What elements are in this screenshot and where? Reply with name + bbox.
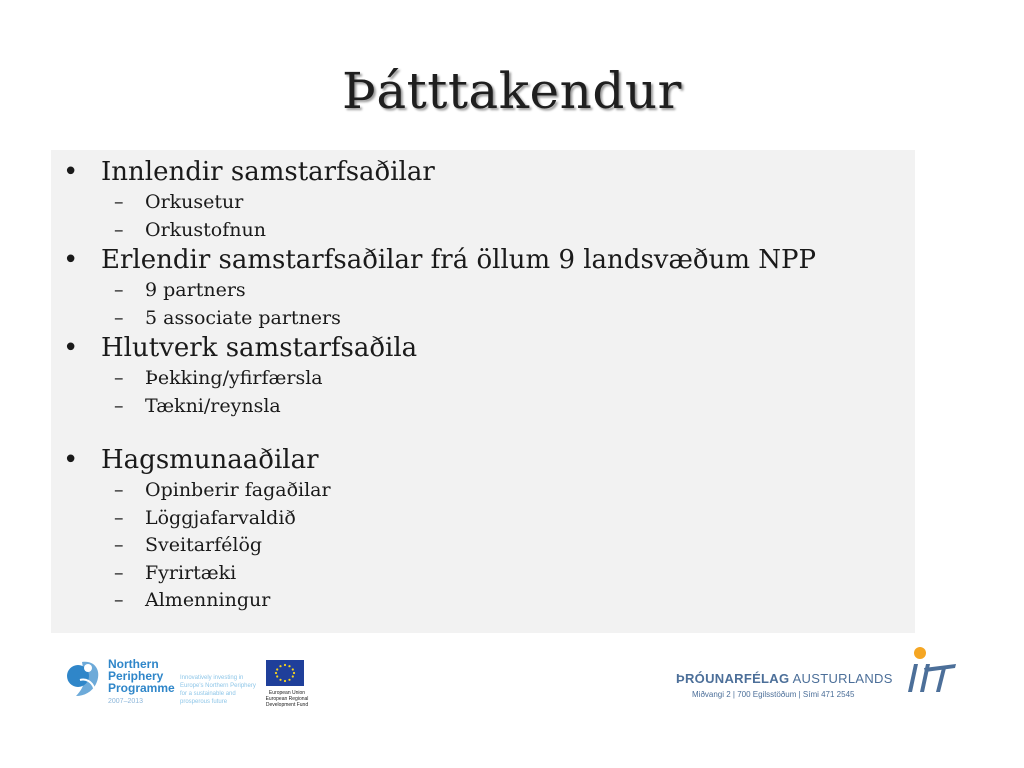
dash-icon: – [114,279,124,301]
list-item [51,332,915,365]
bullet-icon: • [63,157,79,187]
footer-left-logos [66,656,316,712]
footer-right-logo [668,640,968,710]
list-item-text: Hagsmunaaðilar [101,445,319,475]
dash-icon: – [114,367,124,389]
bullet-list [51,150,915,615]
npp-logo-icon [66,656,104,700]
npp-name-line: Northern [108,657,159,671]
npp-name-line: Periphery [108,669,164,683]
sub-list-item-text: 5 associate partners [145,306,341,329]
list-item-text: Erlendir samstarfsaðilar frá öllum 9 landsvæðum NPP [101,245,816,275]
sub-list-item-text: Orkusetur [145,191,244,213]
dash-icon: – [114,306,124,329]
sub-list-item-text: Löggjafarvaldið [145,506,296,529]
list-spacer [51,420,915,444]
sub-list-item [51,189,915,217]
sub-list-item [51,532,915,560]
sub-list-item-text: 9 partners [145,279,246,301]
list-item [51,156,915,189]
list-item-text: Innlendir samstarfsaðilar [101,157,435,187]
org-name [676,671,893,686]
content-panel [51,150,915,633]
sub-list-item [51,393,915,421]
list-item [51,244,915,277]
slide-title: Þátttakendur [342,62,682,120]
npp-tagline: Innovatively investing in Europe's Northern Periphery for a sustainable and prosperous future [180,675,256,705]
dash-icon: – [114,191,124,213]
dash-icon: – [114,561,124,584]
sub-list-item-text: Þekking/yfirfærsla [145,367,323,389]
sub-list-item-text: Sveitarfélög [145,534,263,556]
npp-name-line: Programme [108,681,175,695]
org-logo-icon [904,642,960,694]
sub-list-item-text: Orkustofnun [145,218,266,241]
list-item [51,444,915,477]
sub-list-item-text: Fyrirtæki [145,561,237,584]
dash-icon: – [114,506,124,529]
list-item-text: Hlutverk samstarfsaðila [101,333,418,363]
dash-icon: – [114,534,124,556]
sub-list-item [51,217,915,245]
sub-list-item [51,505,915,533]
sub-list-item [51,560,915,588]
eu-flag-icon [266,660,304,686]
npp-years: 2007–2013 [108,698,144,705]
dash-icon: – [114,479,124,501]
dash-icon: – [114,394,124,417]
dash-icon: – [114,589,124,611]
org-address: Miðvangi 2 | 700 Egilsstöðum | Sími 471 2545 [692,690,855,699]
org-name-rest: AUSTURLANDS [789,671,893,686]
sub-list-item-text: Opinberir fagaðilar [145,479,331,501]
sub-list-item [51,477,915,505]
sub-list-item [51,365,915,393]
sub-list-item [51,587,915,615]
eu-fund-label: European Union European Regional Development Fund [265,690,309,708]
sub-list-item-text: Almenningur [145,589,271,611]
bullet-icon: • [63,333,79,363]
npp-logo-name [108,658,175,694]
bullet-icon: • [63,245,79,275]
dash-icon: – [114,218,124,241]
sub-list-item [51,305,915,333]
sub-list-item [51,277,915,305]
sub-list-item-text: Tækni/reynsla [145,394,281,417]
bullet-icon: • [63,445,79,475]
org-name-bold: ÞRÓUNARFÉLAG [676,671,790,686]
